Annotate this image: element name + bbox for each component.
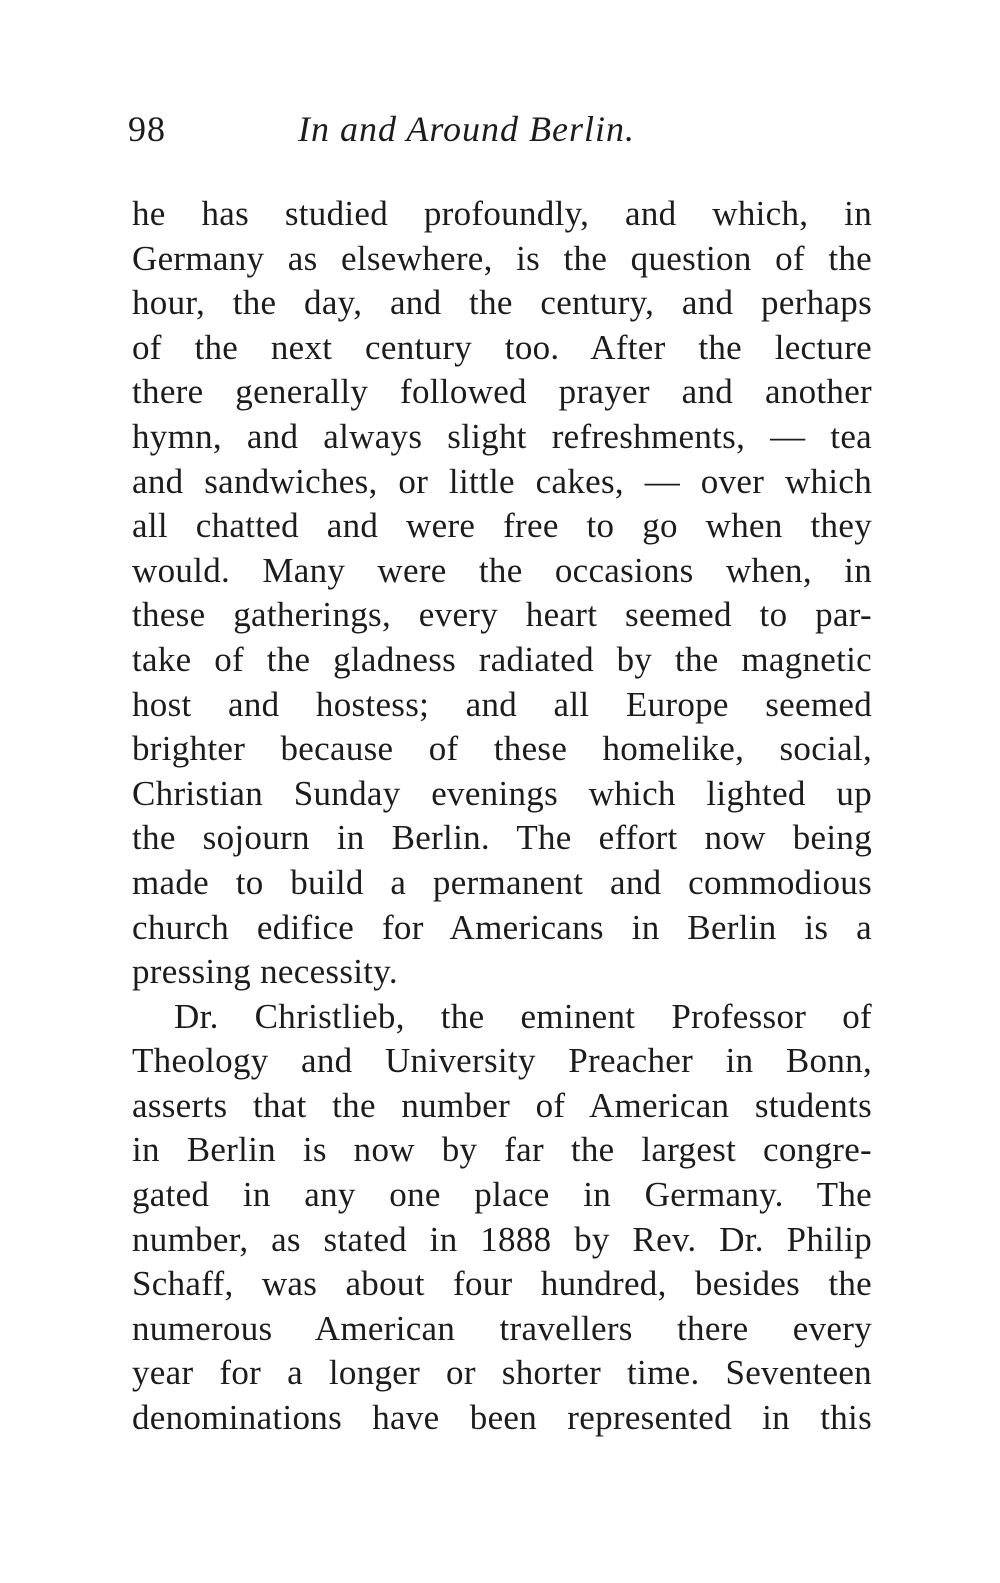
text-line: all chatted and were free to go when they [132,506,872,546]
text-line: take of the gladness radiated by the magnetic [132,639,872,679]
text-line: he has studied profoundly, and which, in [132,194,872,233]
text-line: asserts that the number of American students [132,1085,872,1125]
body-text [132,192,872,1441]
text-line: of the next century too. After the lecture [132,327,872,367]
text-line: Christian Sunday evenings which lighted up [132,773,872,813]
text-line: numerous American travellers there every [132,1308,872,1348]
running-head [128,104,888,154]
running-title: In and Around Berlin. [298,109,635,149]
text-line: year for a longer or shorter time. Seventeen [132,1353,872,1393]
text-line: there generally followed prayer and another [132,372,872,412]
text-line: Theology and University Preacher in Bonn, [132,1041,872,1081]
page-number: 98 [128,109,166,149]
text-line: church edifice for Americans in Berlin is a [132,907,872,947]
text-line: hymn, and always slight refreshments, — tea [132,416,872,456]
text-line: host and hostess; and all Europe seemed [132,684,872,724]
text-line: denominations have been represented in this [132,1398,872,1438]
paragraph-end-line: pressing necessity. [132,952,398,992]
text-line: brighter because of these homelike, social, [132,729,872,769]
text-line: in Berlin is now by far the largest congre- [132,1130,872,1170]
text-line: hour, the day, and the century, and perhaps [132,283,872,323]
text-line: these gatherings, every heart seemed to par- [132,595,872,635]
text-line: Germany as elsewhere, is the question of the [132,238,872,278]
text-line: would. Many were the occasions when, in [132,550,872,590]
text-line: the sojourn in Berlin. The effort now being [132,818,872,858]
text-line: gated in any one place in Germany. The [132,1175,872,1215]
text-line: Schaff, was about four hundred, besides the [132,1264,872,1304]
paragraph-start-line: Dr. Christlieb, the eminent Professor of [174,996,872,1036]
text-line: made to build a permanent and commodious [132,862,872,902]
text-line: number, as stated in 1888 by Rev. Dr. Philip [132,1219,872,1259]
text-line: and sandwiches, or little cakes, — over which [132,461,872,501]
